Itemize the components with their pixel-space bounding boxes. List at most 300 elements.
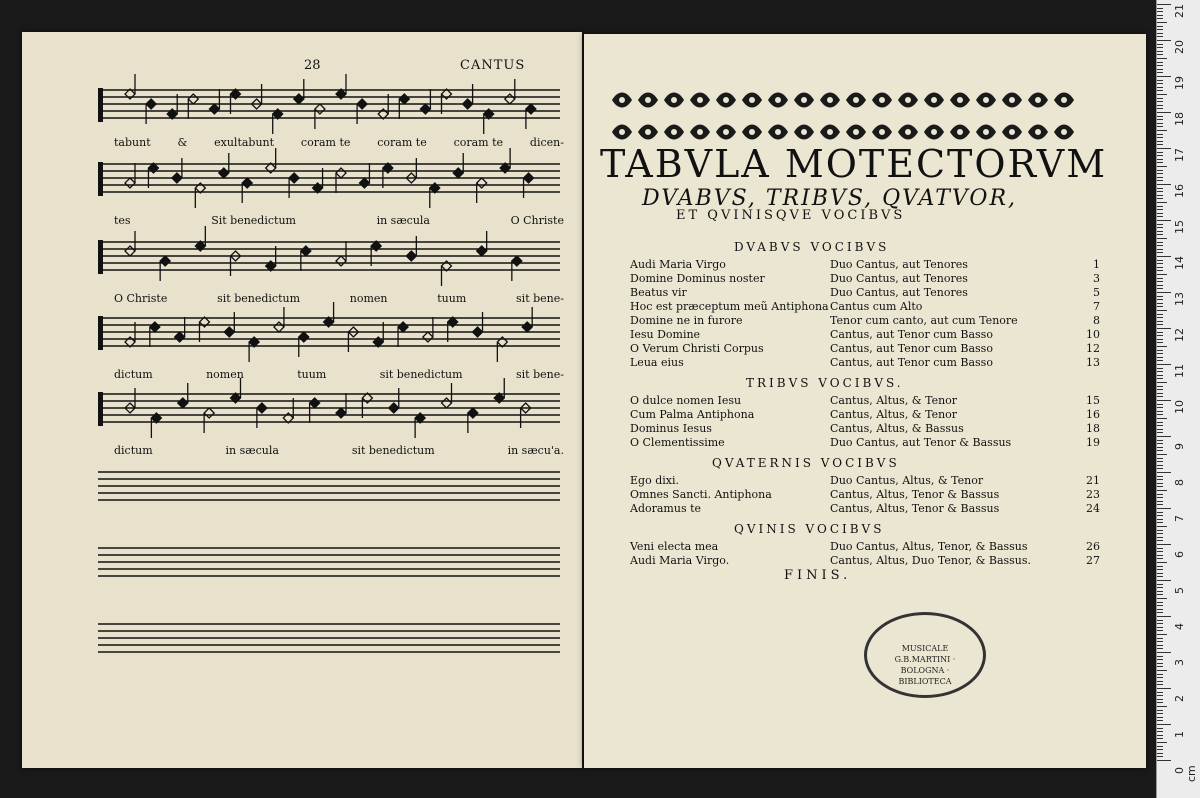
ornament-dot [801,97,807,103]
ornament-dot [879,129,885,135]
index-title: TABVLA MOTECTORVM [600,142,1108,186]
ruler-tick [1157,746,1163,747]
ruler-tick [1157,756,1163,757]
ornament-dot [671,129,677,135]
ruler-tick [1157,332,1163,333]
ruler-tick [1157,404,1163,405]
ruler-tick [1157,166,1167,167]
index-entry [630,502,1100,516]
ruler-number: 13 [1173,292,1186,306]
ruler-tick [1157,569,1163,570]
ruler-tick [1157,8,1163,9]
ruler-tick [1157,58,1167,59]
ruler-number: 1 [1173,731,1186,738]
ruler-tick [1157,544,1171,545]
ruler-tick [1157,321,1163,322]
ruler-number: 6 [1173,551,1186,558]
ruler-tick [1157,548,1163,549]
ruler-tick [1157,101,1163,102]
ruler-tick [1157,468,1163,469]
ruler-tick [1157,443,1163,444]
ruler-tick [1157,414,1163,415]
ornament-dot [957,97,963,103]
note [209,104,219,114]
ruler-number: 21 [1173,4,1186,18]
ruler-tick [1157,260,1163,261]
section-heading: QVATERNIS VOCIBVS [712,456,900,470]
ruler-tick [1157,720,1163,721]
note [359,178,369,188]
ruler-tick [1157,152,1163,153]
ruler-tick [1157,519,1163,520]
ruler-tick [1157,314,1163,315]
note [146,99,156,109]
note [468,408,478,418]
ornament-dot [749,97,755,103]
ruler-tick [1157,684,1163,685]
ruler-tick [1157,4,1171,5]
entry-voices: Cantus, aut Tenor cum Basso [830,342,993,355]
ruler-tick [1157,40,1171,41]
ruler-tick [1157,306,1163,307]
note [224,327,234,337]
finis: FINIS. [784,568,852,583]
ruler-number: 10 [1173,400,1186,414]
ruler-tick [1157,263,1163,264]
ruler-tick [1157,576,1163,577]
ruler-tick [1157,242,1163,243]
ruler-tick [1157,353,1163,354]
ornament-dot [879,97,885,103]
note [310,398,320,408]
ruler-tick [1157,407,1163,408]
entry-title: Leua eius [630,356,684,369]
note [473,327,483,337]
section-heading: DVABVS VOCIBVS [734,240,890,254]
ruler-tick [1157,54,1163,55]
ruler-number: 19 [1173,76,1186,90]
ruler-tick [1157,29,1163,30]
ruler-tick [1157,342,1163,343]
ornament-dot [983,97,989,103]
ruler-tick [1157,249,1163,250]
ruler-tick [1157,310,1167,311]
index-entry [630,258,1100,272]
staff-2 [98,148,560,208]
lyric-row [114,444,564,457]
note [357,99,367,109]
ruler-tick [1157,364,1171,365]
ruler-tick [1157,472,1171,473]
ruler-tick [1157,180,1163,181]
ruler-number: 3 [1173,659,1186,666]
ruler-tick [1157,350,1163,351]
entry-title: Iesu Domine [630,328,701,341]
ruler-tick [1157,702,1163,703]
note [294,94,304,104]
ruler-tick [1157,238,1167,239]
ruler-tick [1157,400,1171,401]
lyric-word: & [177,136,188,149]
ruler-number: 7 [1173,515,1186,522]
ruler-number: 11 [1173,364,1186,378]
index-entry [630,394,1100,408]
ruler-number: 20 [1173,40,1186,54]
ruler-tick [1157,159,1163,160]
lyric-word: tabunt [114,136,151,149]
ruler-tick [1157,447,1163,448]
ruler-tick [1157,551,1163,552]
ruler-tick [1157,598,1167,599]
ruler-tick [1157,540,1163,541]
lyric-row [114,368,564,381]
note [204,408,214,418]
ruler-tick [1157,735,1163,736]
lyric-word: dictum [114,368,153,381]
ruler-tick [1157,44,1163,45]
ruler-tick [1157,278,1163,279]
ruler-tick [1157,594,1163,595]
ruler-tick [1157,62,1163,63]
note [315,104,325,114]
ruler-tick [1157,555,1163,556]
ruler-tick [1157,170,1163,171]
ruler-tick [1157,738,1163,739]
ruler-tick [1157,440,1163,441]
ruler-tick [1157,116,1163,117]
left-page [22,32,582,768]
note [423,332,433,342]
ornament-dot [853,129,859,135]
index-entry [630,408,1100,422]
ruler-tick [1157,346,1167,347]
ruler-tick [1157,209,1163,210]
entry-voices: Duo Cantus, Altus, & Tenor [830,474,984,487]
stamp-text: MUSICALE G.B.MARTINI · BOLOGNA · BIBLIOTECA [894,644,956,686]
ruler-tick [1157,537,1163,538]
ruler-tick [1157,497,1163,498]
staff-4 [98,302,560,362]
index-entry [630,436,1100,450]
note [257,403,267,413]
ruler-tick [1157,659,1163,660]
ruler-tick [1157,173,1163,174]
ruler-tick [1157,501,1163,502]
ornament-dot [931,129,937,135]
ornament-dot [723,129,729,135]
ruler-tick [1157,360,1163,361]
entry-voices: Cantus, Altus, & Tenor [830,408,958,421]
lyric-word: Sit benedictum [211,214,296,227]
ruler-tick [1157,288,1163,289]
index-entry [630,342,1100,356]
ornament-dot [957,129,963,135]
ruler-tick [1157,605,1163,606]
entry-page: 23 [1086,488,1100,501]
ruler-tick [1157,674,1163,675]
ruler-tick [1157,162,1163,163]
ruler-tick [1157,411,1163,412]
ruler-tick [1157,717,1163,718]
ruler-tick [1157,695,1163,696]
ruler-tick [1157,292,1171,293]
lyric-word: exultabunt [214,136,275,149]
staff-1 [98,74,560,134]
ruler-tick [1157,530,1163,531]
ruler-tick [1157,458,1163,459]
lyric-word: nomen [349,292,388,305]
note [463,99,473,109]
ruler-tick [1157,688,1171,689]
index-subtitle-1: DVABVS, TRIBVS, QVATVOR, [642,186,1018,211]
note [336,256,346,266]
ruler-tick [1157,227,1163,228]
ornament-dot [827,97,833,103]
ruler-tick [1157,15,1163,16]
ruler-tick [1157,623,1163,624]
ruler-tick [1157,677,1163,678]
ruler-number: 14 [1173,256,1186,270]
note [522,322,532,332]
ruler-tick [1157,195,1163,196]
ruler-tick [1157,681,1163,682]
note [219,168,229,178]
ruler-tick [1157,742,1167,743]
lyric-word: coram te [300,136,351,149]
ruler-tick [1157,126,1163,127]
note [301,246,311,256]
ruler-tick [1157,33,1163,34]
ruler-tick [1157,206,1163,207]
ornament-dot [749,129,755,135]
entry-page: 3 [1093,272,1100,285]
note [399,94,409,104]
ruler-tick [1157,465,1163,466]
ruler-tick [1157,378,1163,379]
lyric-word: coram te [377,136,427,149]
ruler-tick [1157,213,1163,214]
ruler-number: 4 [1173,623,1186,630]
ruler-tick [1157,616,1171,617]
lyric-word: coram te [453,136,504,149]
entry-title: Dominus Iesus [630,422,712,435]
note [336,408,346,418]
ruler-tick [1157,393,1163,394]
ruler-tick [1157,328,1171,329]
entry-title: Hoc est præceptum meũ Antiphona [630,300,829,313]
ruler-tick [1157,299,1163,300]
ruler-tick [1157,386,1163,387]
ruler-tick [1157,422,1163,423]
ruler-number: 2 [1173,695,1186,702]
note [274,322,284,332]
ruler-tick [1157,188,1163,189]
ruler-tick [1157,220,1171,221]
staff-6 [98,472,560,500]
ruler-tick [1157,627,1163,628]
ruler-tick [1157,584,1163,585]
staff-7 [98,548,560,576]
note [175,332,185,342]
ruler-tick [1157,648,1163,649]
ruler-tick [1157,396,1163,397]
note [420,104,430,114]
ruler-tick [1157,494,1163,495]
ruler-tick [1157,587,1163,588]
ruler-tick [1157,108,1163,109]
ruler-tick [1157,526,1167,527]
section-heading: TRIBVS VOCIBVS. [746,376,904,390]
ornament-dot [1035,97,1041,103]
ruler-tick [1157,558,1163,559]
ruler-number: 9 [1173,443,1186,450]
ruler-tick [1157,18,1163,19]
lyric-word: in sæcu'a. [507,444,564,457]
ruler-tick [1157,252,1163,253]
ruler-tick [1157,490,1167,491]
entry-page: 24 [1086,502,1100,515]
ruler-tick [1157,216,1163,217]
ruler-tick [1157,155,1163,156]
ruler-number: 8 [1173,479,1186,486]
index-entry [630,328,1100,342]
entry-voices: Cantus, aut Tenor cum Basso [830,328,993,341]
entry-voices: Cantus, Altus, & Bassus [830,422,964,435]
ruler-tick [1157,224,1163,225]
index-subtitle-2: ET QVINISQVE VOCIBVS [676,208,906,223]
ruler-tick [1157,296,1163,297]
lyric-word: sit bene- [516,292,564,305]
lyric-word: sit bene- [516,368,564,381]
ruler-tick [1157,573,1163,574]
ornament-dot [697,129,703,135]
entry-page: 27 [1086,554,1100,567]
note [526,104,536,114]
ruler-tick [1157,11,1163,12]
ornament-dot [905,97,911,103]
ruler-tick [1157,515,1163,516]
ruler-tick [1157,256,1171,257]
ruler-tick [1157,663,1163,664]
ruler-tick [1157,508,1171,509]
ruler-tick [1157,36,1163,37]
ruler-tick [1157,749,1163,750]
entry-title: Ego dixi. [630,474,679,487]
staff-3 [98,226,560,286]
ruler-number: 16 [1173,184,1186,198]
page-number: 28 [304,58,321,73]
lyric-word: in sæcula [376,214,430,227]
ruler-tick [1157,728,1163,729]
ornament-dot [645,97,651,103]
index-entry [630,422,1100,436]
entry-title: Adoramus te [630,502,702,515]
ruler-number: 15 [1173,220,1186,234]
entry-title: Domine Dominus noster [630,272,765,285]
ruler-tick [1157,634,1167,635]
entry-title: Audi Maria Virgo. [630,554,730,567]
ornament-dot [853,97,859,103]
ruler-tick [1157,69,1163,70]
note [398,322,408,332]
ruler-tick [1157,454,1167,455]
ruler-tick [1157,26,1163,27]
ruler-tick [1157,461,1163,462]
ruler-number: 17 [1173,148,1186,162]
note [178,398,188,408]
ruler-tick [1157,382,1167,383]
lyric-row [114,292,564,305]
ornament-dot [697,97,703,103]
lyric-word: sit benedictum [379,368,463,381]
ruler-tick [1157,670,1167,671]
ruler-tick [1157,638,1163,639]
ornament-dot [801,129,807,135]
ruler-tick [1157,231,1163,232]
ornament-dot [1061,129,1067,135]
ruler-tick [1157,375,1163,376]
section-heading: QVINIS VOCIBVS [734,522,885,536]
entry-voices: Duo Cantus, aut Tenores [830,258,968,271]
ornament-dot [1009,97,1015,103]
ruler-tick [1157,562,1167,563]
ruler-tick [1157,692,1163,693]
ruler-tick [1157,418,1167,419]
ornament-dot [1009,129,1015,135]
entry-voices: Cantus, Altus, Tenor & Bassus [830,502,1000,515]
entry-title: Audi Maria Virgo [630,258,726,271]
ruler-tick [1157,483,1163,484]
ruler-tick [1157,371,1163,372]
note [505,94,515,104]
ornament-dot [775,129,781,135]
lyric-word: dictum [114,444,153,457]
ruler-tick [1157,148,1171,149]
ruler-tick [1157,324,1163,325]
ornament-dot [645,129,651,135]
note [172,173,182,183]
note [188,94,198,104]
ruler-tick [1157,98,1163,99]
ruler-tick [1157,184,1171,185]
ruler-tick [1157,270,1163,271]
entry-title: O dulce nomen Iesu [630,394,742,407]
ruler-tick [1157,436,1171,437]
index-entry [630,474,1100,488]
ruler-tick [1157,80,1163,81]
ruler-tick [1157,144,1163,145]
ruler-unit: cm [1185,765,1198,782]
note [289,173,299,183]
ruler-tick [1157,105,1163,106]
ruler-tick [1157,656,1163,657]
ruler-tick [1157,666,1163,667]
ruler-tick [1157,580,1171,581]
ruler-tick [1157,713,1163,714]
ruler-tick [1157,51,1163,52]
lyric-word: O Christe [114,292,168,305]
ruler-tick [1157,630,1163,631]
entry-voices: Cantus, Altus, & Tenor [830,394,958,407]
ruler-tick [1157,368,1163,369]
ornament-dot [931,97,937,103]
ruler-tick [1157,450,1163,451]
ornament-dot [905,129,911,135]
lyric-word: nomen [206,368,244,381]
entry-page: 5 [1093,286,1100,299]
entry-voices: Cantus cum Alto [830,300,923,313]
note [453,168,463,178]
